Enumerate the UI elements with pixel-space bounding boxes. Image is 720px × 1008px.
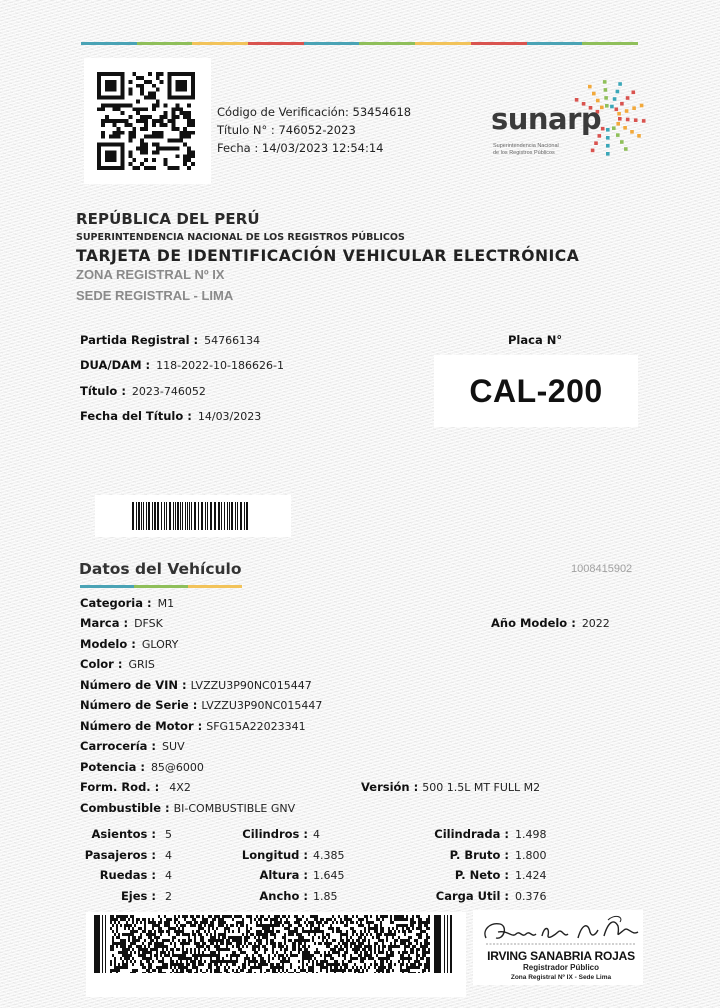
stripe-segment	[304, 42, 360, 45]
logo-dot	[626, 96, 630, 100]
pdf417-barcode	[94, 915, 454, 973]
field-value: BI-COMBUSTIBLE GNV	[173, 802, 296, 815]
field-color	[80, 657, 155, 671]
field-combustible	[80, 801, 295, 815]
spec-altura-value	[313, 868, 345, 882]
spec-cilindrada-label	[434, 827, 509, 841]
logo-subtitle	[493, 143, 573, 157]
logo-dot	[634, 118, 638, 122]
field-value: 5	[165, 828, 172, 841]
field-label: Longitud :	[241, 848, 308, 862]
field-value: 4	[165, 869, 172, 882]
registrar-name: IRVING SANABRIA ROJAS	[487, 949, 635, 963]
field-value: 4.385	[313, 849, 345, 862]
qr-code	[97, 72, 195, 170]
field-value: 4	[313, 828, 320, 841]
field-value: GRIS	[128, 658, 155, 671]
field-value: 4	[165, 849, 172, 862]
logo-dot	[603, 80, 607, 84]
spec-altura-label	[259, 868, 308, 882]
field-label: Asientos :	[91, 827, 156, 841]
stripe-segment	[248, 42, 304, 45]
document-serial: 1008415902	[571, 563, 633, 575]
stripe-segment	[359, 42, 415, 45]
spec-asientos-value	[165, 827, 172, 841]
header-superintendencia: SUPERINTENDENCIA NACIONAL DE LOS REGISTROS PÚBLICOS	[76, 232, 405, 243]
logo-dot	[637, 134, 641, 138]
stripe-segment	[188, 585, 242, 588]
stripe-segment	[192, 42, 248, 45]
field-label: Ruedas :	[99, 868, 156, 882]
field-value: 1.498	[515, 828, 547, 841]
field-label: Título :	[80, 384, 126, 398]
spec-longitud-label	[242, 848, 308, 862]
field-label: Número de Serie :	[80, 698, 198, 712]
logo-subtitle-line2: de los Registros Públicos	[493, 150, 555, 156]
field-categoria	[80, 596, 174, 610]
logo-dot	[588, 85, 592, 89]
logo-dot	[630, 130, 634, 134]
spec-carga-label	[436, 889, 509, 903]
field-value: 85@6000	[150, 761, 204, 774]
registrar-zone: Zona Registral Nº IX - Sede Lima	[510, 974, 612, 981]
field-value: SUV	[162, 740, 185, 753]
pdf-start-bar	[94, 915, 100, 973]
logo-dot	[616, 122, 620, 126]
logo-dot	[624, 147, 628, 151]
field-value: 1.645	[313, 869, 345, 882]
field-label: Ancho :	[259, 889, 308, 903]
logo-dot	[620, 140, 624, 144]
field-carroceria	[80, 739, 185, 753]
field-value: 1.800	[515, 849, 547, 862]
field-partida	[80, 333, 260, 347]
logo-dot	[618, 82, 622, 86]
logo-dot	[618, 117, 622, 121]
field-form-rod	[80, 780, 191, 794]
spec-ancho-value	[313, 889, 338, 903]
spec-cilindros-value	[313, 827, 320, 841]
field-marca	[80, 616, 163, 630]
stripe-segment	[80, 585, 134, 588]
barcode	[132, 502, 252, 530]
field-label: Partida Registral :	[80, 333, 199, 347]
verification-info	[217, 103, 411, 157]
logo-dot	[605, 104, 609, 108]
field-label: P. Bruto :	[449, 848, 509, 862]
registrar-role: Registrador Público	[522, 963, 599, 972]
logo-dot	[625, 109, 629, 113]
logo-subtitle-line1: Superintendencia Nacional	[493, 143, 559, 149]
spec-pbruto-label	[450, 848, 509, 862]
logo-dot	[616, 90, 620, 94]
logo-dot	[612, 126, 616, 130]
field-label: Form. Rod. :	[80, 780, 160, 794]
logo-dot	[616, 133, 620, 137]
spec-ruedas-label	[100, 868, 156, 882]
field-label: P. Neto :	[454, 868, 509, 882]
spec-asientos-label	[91, 827, 156, 841]
spec-ejes-value	[165, 889, 172, 903]
field-label: Número de VIN :	[80, 678, 187, 692]
header-zona: ZONA REGISTRAL Nº IX	[76, 267, 225, 282]
stripe-segment	[134, 585, 188, 588]
logo-dot	[592, 92, 596, 96]
field-label: Altura :	[259, 868, 308, 882]
field-label: Categoria :	[80, 596, 152, 610]
header-republic: REPÚBLICA DEL PERÚ	[76, 210, 260, 228]
stripe-segment	[137, 42, 193, 45]
spec-pasajeros-label	[85, 848, 156, 862]
field-value: GLORY	[141, 638, 179, 651]
spec-carga-value	[515, 889, 547, 903]
stripe-segment	[582, 42, 638, 45]
field-value: 0.376	[515, 890, 547, 903]
spec-pneto-label	[455, 868, 509, 882]
section-underline-stripe	[80, 585, 242, 588]
field-value: 4X2	[169, 781, 191, 794]
field-label: Año Modelo :	[491, 616, 576, 630]
logo-dot	[601, 127, 605, 131]
field-value: LVZZU3P90NC015447	[190, 679, 312, 692]
field-label: Versión :	[361, 780, 419, 794]
section-title-vehicle: Datos del Vehículo	[79, 560, 242, 578]
pdf-stop-bar	[434, 915, 441, 973]
field-value: M1	[157, 597, 175, 610]
field-label: Pasajeros :	[84, 848, 156, 862]
stripe-segment	[81, 42, 137, 45]
spec-pbruto-value	[515, 848, 547, 862]
logo-dot	[606, 152, 610, 156]
field-value: 118-2022-10-186626-1	[156, 359, 284, 372]
field-fecha-titulo	[80, 409, 261, 423]
field-label: Cilindrada :	[434, 827, 509, 841]
logo-dot	[606, 136, 610, 140]
field-label: Carga Util :	[435, 889, 509, 903]
logo-dot	[604, 96, 608, 100]
field-label: Ejes :	[120, 889, 156, 903]
logo-wordmark: sunarp	[491, 102, 602, 136]
logo-dot	[615, 108, 619, 112]
field-value: 1.85	[313, 890, 338, 903]
stripe-segment	[415, 42, 471, 45]
field-label: Combustible :	[80, 801, 170, 815]
logo-dot	[626, 118, 630, 122]
field-label: Carrocería :	[80, 739, 157, 753]
field-label: Modelo :	[80, 637, 136, 651]
field-value: SFG15A22023341	[206, 720, 306, 733]
spec-ruedas-value	[165, 868, 172, 882]
logo-dot	[620, 102, 624, 106]
field-label: Marca :	[80, 616, 129, 630]
logo-dot	[606, 144, 610, 148]
color-stripe	[81, 42, 638, 45]
header-card-title: TARJETA DE IDENTIFICACIÓN VEHICULAR ELECTRÓNICA	[76, 247, 580, 265]
logo-dot	[617, 112, 621, 116]
field-dua	[80, 358, 284, 372]
field-label: Potencia :	[80, 760, 145, 774]
field-value: 14/03/2023	[197, 410, 262, 423]
spec-pneto-value	[515, 868, 547, 882]
logo-dot	[594, 141, 598, 145]
header-sede: SEDE REGISTRAL - LIMA	[76, 288, 234, 303]
field-value: 54766134	[204, 334, 261, 347]
logo-dot	[623, 126, 627, 130]
logo-dot	[632, 91, 636, 95]
verification-code: Código de Verificación: 53454618	[217, 105, 412, 119]
spec-cilindros-label	[242, 827, 308, 841]
field-value: 2	[165, 890, 172, 903]
verification-titulo: Título N° : 746052-2023	[217, 123, 356, 137]
verification-fecha: Fecha : 14/03/2023 12:54:14	[217, 141, 384, 155]
field-vin	[80, 678, 312, 692]
field-modelo	[80, 637, 178, 651]
field-value: DFSK	[134, 617, 163, 630]
field-serie	[80, 698, 322, 712]
field-label: Cilindros :	[242, 827, 308, 841]
logo-dot	[632, 106, 636, 110]
field-anio-modelo	[491, 616, 610, 630]
logo-dot	[640, 104, 644, 108]
logo-dot	[613, 97, 617, 101]
spec-ancho-label	[259, 889, 308, 903]
field-value: 500 1.5L MT FULL M2	[422, 781, 541, 794]
plate-number: CAL-200	[469, 372, 603, 409]
field-value: 1.424	[515, 869, 547, 882]
field-titulo	[80, 384, 206, 398]
field-value: LVZZU3P90NC015447	[201, 699, 323, 712]
field-value: 2023-746052	[131, 385, 206, 398]
stripe-segment	[471, 42, 527, 45]
spec-longitud-value	[313, 848, 345, 862]
logo-dot	[642, 119, 646, 123]
spec-pasajeros-value	[165, 848, 172, 862]
plate-box	[434, 355, 638, 427]
sunarp-logo	[488, 72, 648, 164]
field-label: Número de Motor :	[80, 719, 203, 733]
field-potencia	[80, 760, 204, 774]
handwritten-signature	[478, 912, 643, 948]
logo-dot	[606, 128, 610, 132]
stripe-segment	[527, 42, 583, 45]
logo-dot	[591, 149, 595, 153]
field-label: Color :	[80, 657, 123, 671]
field-value: 2022	[581, 617, 610, 630]
field-version	[361, 780, 540, 794]
spec-cilindrada-value	[515, 827, 547, 841]
logo-dot	[610, 105, 614, 109]
spec-ejes-label	[121, 889, 156, 903]
logo-dot	[604, 88, 608, 92]
plate-label: Placa N°	[508, 333, 563, 347]
field-label: DUA/DAM :	[80, 358, 151, 372]
field-label: Fecha del Título :	[80, 409, 192, 423]
field-motor	[80, 719, 306, 733]
